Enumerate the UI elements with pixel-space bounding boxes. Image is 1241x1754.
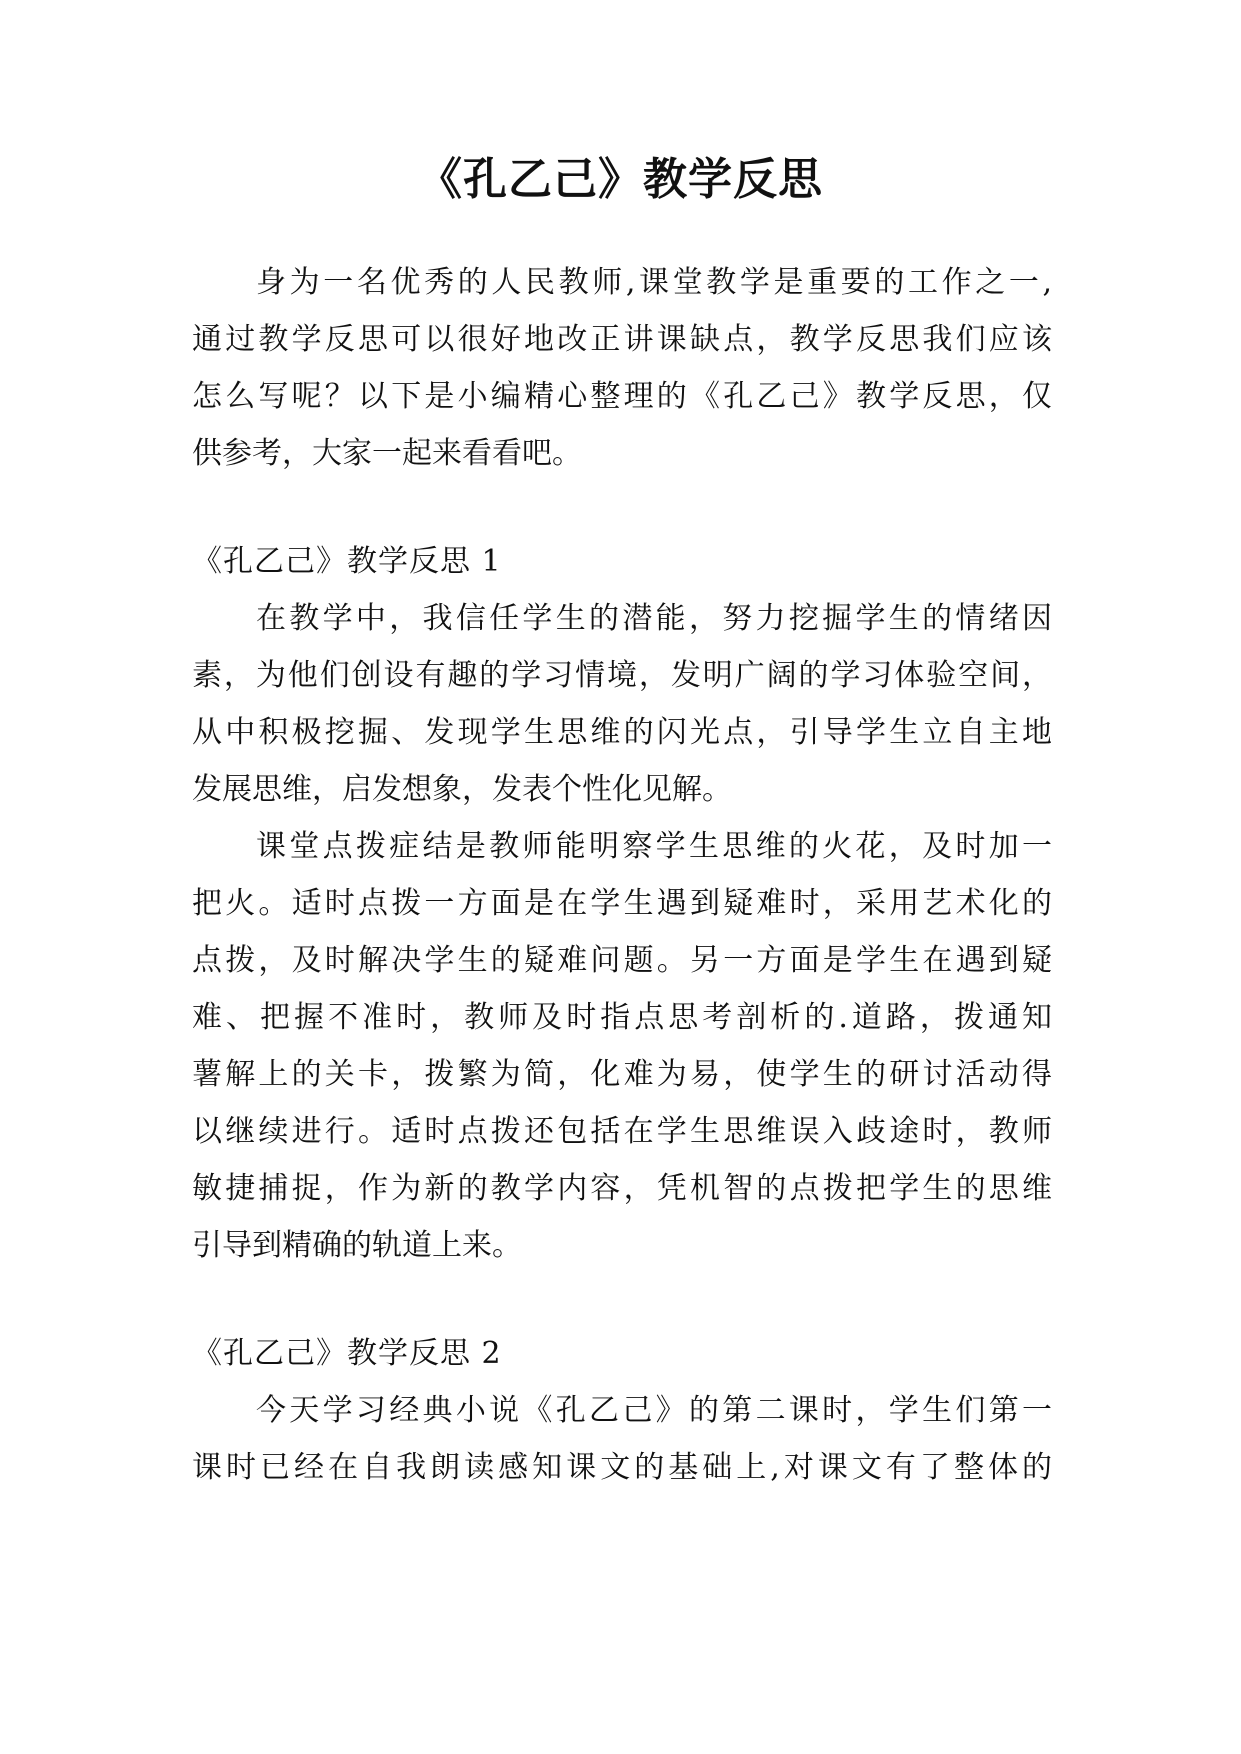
paragraph-line: 以继续进行。适时点拨还包括在学生思维误入歧途时，教师	[192, 1114, 1052, 1149]
paragraph-line: 素，为他们创设有趣的学习情境，发明广阔的学习体验空间，	[192, 658, 1052, 693]
paragraph-line: 发展思维，启发想象，发表个性化见解。	[192, 772, 732, 807]
paragraph-line: 薯解上的关卡，拨繁为简，化难为易，使学生的研讨活动得	[192, 1057, 1052, 1092]
section-heading: 《孔乙己》教学反思 1	[192, 544, 502, 579]
paragraph-line: 把火。适时点拨一方面是在学生遇到疑难时，采用艺术化的	[192, 886, 1052, 921]
section-heading: 《孔乙己》教学反思 2	[192, 1336, 502, 1371]
paragraph-line: 今天学习经典小说《孔乙己》的第二课时，学生们第一	[256, 1393, 1052, 1428]
paragraph-line: 在教学中，我信任学生的潜能，努力挖掘学生的情绪因	[256, 601, 1052, 636]
document-title: 《孔乙己》教学反思	[418, 154, 823, 205]
intro-line: 身为一名优秀的人民教师,课堂教学是重要的工作之一,	[256, 265, 1052, 300]
paragraph-line: 课时已经在自我朗读感知课文的基础上,对课文有了整体的	[192, 1450, 1052, 1485]
paragraph-line: 从中积极挖掘、发现学生思维的闪光点，引导学生立自主地	[192, 715, 1052, 750]
paragraph-line: 课堂点拨症结是教师能明察学生思维的火花，及时加一	[256, 829, 1052, 864]
paragraph-line: 引导到精确的轨道上来。	[192, 1228, 522, 1263]
intro-line: 供参考，大家一起来看看吧。	[192, 436, 582, 471]
paragraph-line: 难、把握不准时，教师及时指点思考剖析的.道路，拨通知	[192, 1000, 1052, 1035]
intro-line: 通过教学反思可以很好地改正讲课缺点，教学反思我们应该	[192, 322, 1052, 357]
paragraph-line: 点拨，及时解决学生的疑难问题。另一方面是学生在遇到疑	[192, 943, 1052, 978]
intro-line: 怎么写呢？以下是小编精心整理的《孔乙己》教学反思，仅	[192, 379, 1052, 414]
paragraph-line: 敏捷捕捉，作为新的教学内容，凭机智的点拨把学生的思维	[192, 1171, 1052, 1206]
